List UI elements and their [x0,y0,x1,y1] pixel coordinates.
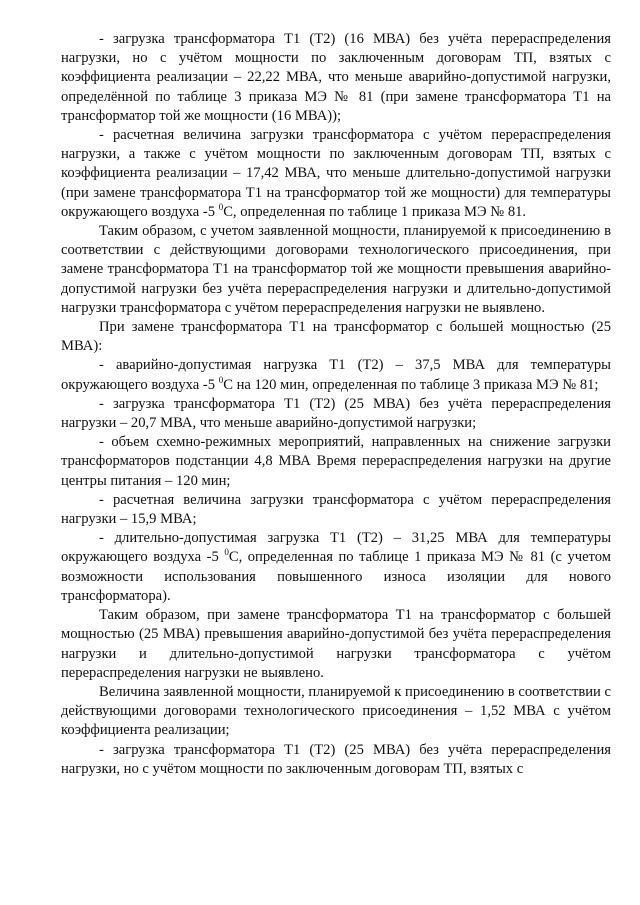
paragraph-text-continued: С на 120 мин, определенная по таблице 3 приказа МЭ № 81; [223,376,599,393]
bullet-calculated-load-25mva [61,491,611,529]
paragraph-text: - загрузка трансформатора Т1 (Т2) (25 МВА) без учёта перераспределения нагрузки, но с учётом мощности по заключенным договорам ТП, взятых с [61,741,611,777]
degree-superscript: 0 [224,547,229,558]
degree-superscript: 0 [218,374,224,385]
bullet-load-25mva [61,395,611,433]
intro-higher-power [61,318,611,356]
paragraph-text: - длительно-допустимая загрузка Т1 (Т2) – 31,25 МВА для температуры окружающего воздуха -5 [61,530,611,566]
bullet-load-16mva [61,30,611,126]
paragraph-text: - загрузка трансформатора Т1 (Т2) (16 МВА) без учёта перераспределения нагрузки, но с учётом мощности по заключенным договорам ТП, взятых с коэффициента реализации – 22,22 МВА, что меньше аварийно-допустимой нагрузки, определённой по таблице 3 приказа МЭ № 81 (при замене трансформатора Т1 на трансформатор той же мощности (16 МВА)); [61,31,611,124]
bullet-load-25mva-contracts [61,741,611,779]
paragraph-text: При замене трансформатора Т1 на трансформатор с большей мощностью (25 МВА): [61,319,611,355]
bullet-emergency-load-25mva [61,356,611,394]
conclusion-higher-power [61,606,611,683]
paragraph-text: - аварийно-допустимая нагрузка Т1 (Т2) – 37,5 МВА для температуры окружающего воздуха -5 [61,357,611,393]
declared-power-paragraph [61,683,611,741]
bullet-calculated-load-16mva [61,126,611,222]
paragraph-text: - расчетная величина загрузки трансформатора с учётом перераспределения нагрузки, а также с учётом мощности по заключенным договорам ТП, взятых с коэффициента реализации – 17,42 МВА, что меньше длительно-допустимой нагрузки (при замене трансформатора Т1 на трансформатор той же мощности) для температуры окружающего воздуха -5 [61,127,611,220]
conclusion-same-power [61,222,611,318]
paragraph-text: Таким образом, с учетом заявленной мощности, планируемой к присоединению в соответствии с действующими договорами технологического присоединения, при замене трансформатора Т1 на трансформатор той же мощности превышения аварийно-допустимой нагрузки без учёта перераспределения нагрузки и длительно-допустимой нагрузки трансформатора с учётом перераспределения нагрузки не выявлено. [61,223,611,316]
paragraph-text: Величина заявленной мощности, планируемой к присоединению в соответствии с действующими договорами технологического присоединения – 1,52 МВА с учётом коэффициента реализации; [61,683,611,739]
degree-superscript: 0 [218,201,224,212]
paragraph-text: - загрузка трансформатора Т1 (Т2) (25 МВА) без учёта перераспределения нагрузки – 20,7 МВА, что меньше аварийно-допустимой нагрузки; [61,395,611,432]
paragraph-text-continued: С, определенная по таблице 1 приказа МЭ № 81 (с учетом возможности использования повышенного износа изоляции для нового трансформатора). [61,549,611,604]
paragraph-text: - расчетная величина загрузки трансформатора с учётом перераспределения нагрузки – 15,9 МВА; [61,491,611,528]
bullet-switching-measures [61,433,611,491]
paragraph-text-continued: С, определенная по таблице 1 приказа МЭ № 81. [223,203,527,220]
bullet-continuous-load-25mva [61,529,611,606]
document-page [61,30,611,779]
paragraph-text: Таким образом, при замене трансформатора Т1 на трансформатор с большей мощностью (25 МВА) превышения аварийно-допустимой без учёта перераспределения нагрузки и длительно-допустимой нагрузки трансформатора с учётом перераспределения нагрузки не выявлено. [61,607,611,681]
paragraph-text: - объем схемно-режимных мероприятий, направленных на снижение загрузки трансформаторов подстанции 4,8 МВА Время перераспределения нагрузки на другие центры питания – 120 мин; [61,434,611,489]
